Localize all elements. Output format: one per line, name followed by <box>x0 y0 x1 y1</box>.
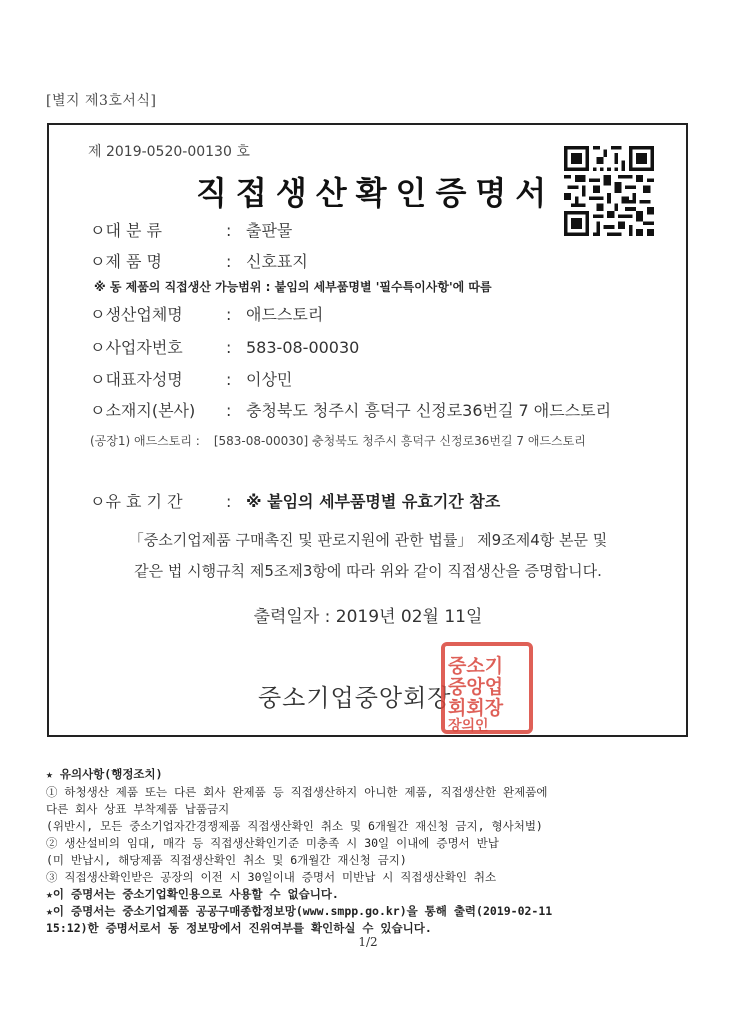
qr-code-icon <box>564 146 654 236</box>
field-company-name: ㅇ생산업체명 : 애드스토리 <box>90 302 323 325</box>
factory-value: [583-08-00030] 충청북도 청주시 흥덕구 신정로36번길 7 애드스토리 <box>213 434 586 448</box>
validity-label: ㅇ유 효 기 간 <box>90 492 183 511</box>
field-value: 출판물 <box>246 221 293 240</box>
field-representative: ㅇ대표자성명 : 이상민 <box>90 367 292 390</box>
field-label: ㅇ대 분 류 <box>90 221 162 240</box>
issuer-name: 중소기업중앙회장 <box>258 684 452 712</box>
output-date: 출력일자 : 2019년 02월 11일 <box>253 607 483 627</box>
svg-text:회회장: 회회장 <box>448 697 504 719</box>
field-category: ㅇ대 분 류 : 출판물 <box>90 218 292 241</box>
field-label: ㅇ소재지(본사) <box>90 401 196 420</box>
field-validity: ㅇ유 효 기 간 : ※ 붙임의 세부품명별 유효기간 참조 <box>90 489 500 512</box>
notice-line: ★이 증명서는 중소기업제품 공공구매종합정보망(www.smpp.go.kr)을 통해 출력(2019-02-11 <box>46 904 553 918</box>
field-label: ㅇ제 품 명 <box>90 252 162 271</box>
field-label: ㅇ대표자성명 <box>90 370 183 389</box>
field-value: 583-08-00030 <box>246 338 360 357</box>
field-address: ㅇ소재지(본사) : 충청북도 청주시 흥덕구 신정로36번길 7 애드스토리 <box>90 398 611 421</box>
notice-heading: ★ 유의사항(행정조치) <box>46 767 163 781</box>
certificate-title: 직접생산확인증명서 <box>196 174 556 212</box>
notice-line: ★이 증명서는 중소기업확인용으로 사용할 수 없습니다. <box>46 887 339 901</box>
svg-text:장의인: 장의인 <box>448 718 489 734</box>
certification-text-line-1: 「중소기업제품 구매촉진 및 판로지원에 관한 법률」 제9조제4항 본문 및 <box>128 531 608 549</box>
notice-line: 15:12)한 증명서로서 동 정보망에서 진위여부를 확인하실 수 있습니다. <box>46 921 432 935</box>
factory-line <box>90 432 586 449</box>
field-label: ㅇ사업자번호 <box>90 338 183 357</box>
notice-line: 다른 회사 상표 부착제품 납품금지 <box>46 802 230 816</box>
field-value: 이상민 <box>246 370 293 389</box>
svg-text:중앙업: 중앙업 <box>448 676 504 698</box>
notice-line: ③ 직접생산확인받은 공장의 이전 시 30일이내 증명서 미반납 시 직접생산확인 취소 <box>46 870 497 884</box>
certificate-number: 제 2019-0520-00130 호 <box>88 144 250 160</box>
notice-line: ① 하청생산 제품 또는 다른 회사 완제품 등 직접생산하지 아니한 제품, 직접생산한 완제품에 <box>46 785 548 799</box>
notice-line: (미 반납시, 해당제품 직접생산확인 취소 및 6개월간 재신청 금지) <box>46 853 407 867</box>
validity-value: ※ 붙임의 세부품명별 유효기간 참조 <box>246 492 501 511</box>
official-seal-icon <box>440 641 534 735</box>
svg-text:중소기: 중소기 <box>448 655 504 677</box>
field-value: 신호표지 <box>246 252 308 271</box>
field-business-number: ㅇ사업자번호 : 583-08-00030 <box>90 335 359 358</box>
field-value: 충청북도 청주시 흥덕구 신정로36번길 7 애드스토리 <box>246 401 612 420</box>
field-product-name: ㅇ제 품 명 : 신호표지 <box>90 249 308 272</box>
notice-line: (위반시, 모든 중소기업자간경쟁제품 직접생산확인 취소 및 6개월간 재신청 금지, 형사처벌) <box>46 819 543 833</box>
field-label: ㅇ생산업체명 <box>90 305 183 324</box>
form-label: [별지 제3호서식] <box>46 93 157 109</box>
scope-note: ※ 동 제품의 직접생산 가능범위 : 붙임의 세부품명별 '필수특이사항'에 따름 <box>94 280 492 294</box>
certification-text-line-2: 같은 법 시행규칙 제5조제3항에 따라 위와 같이 직접생산을 증명합니다. <box>134 562 602 580</box>
factory-label: (공장1) 애드스토리 : <box>90 434 200 448</box>
notice-line: ② 생산설비의 임대, 매각 등 직접생산확인기준 미충족 시 30일 이내에 증명서 반납 <box>46 836 499 850</box>
field-value: 애드스토리 <box>246 305 324 324</box>
page-number: 1/2 <box>358 935 378 949</box>
